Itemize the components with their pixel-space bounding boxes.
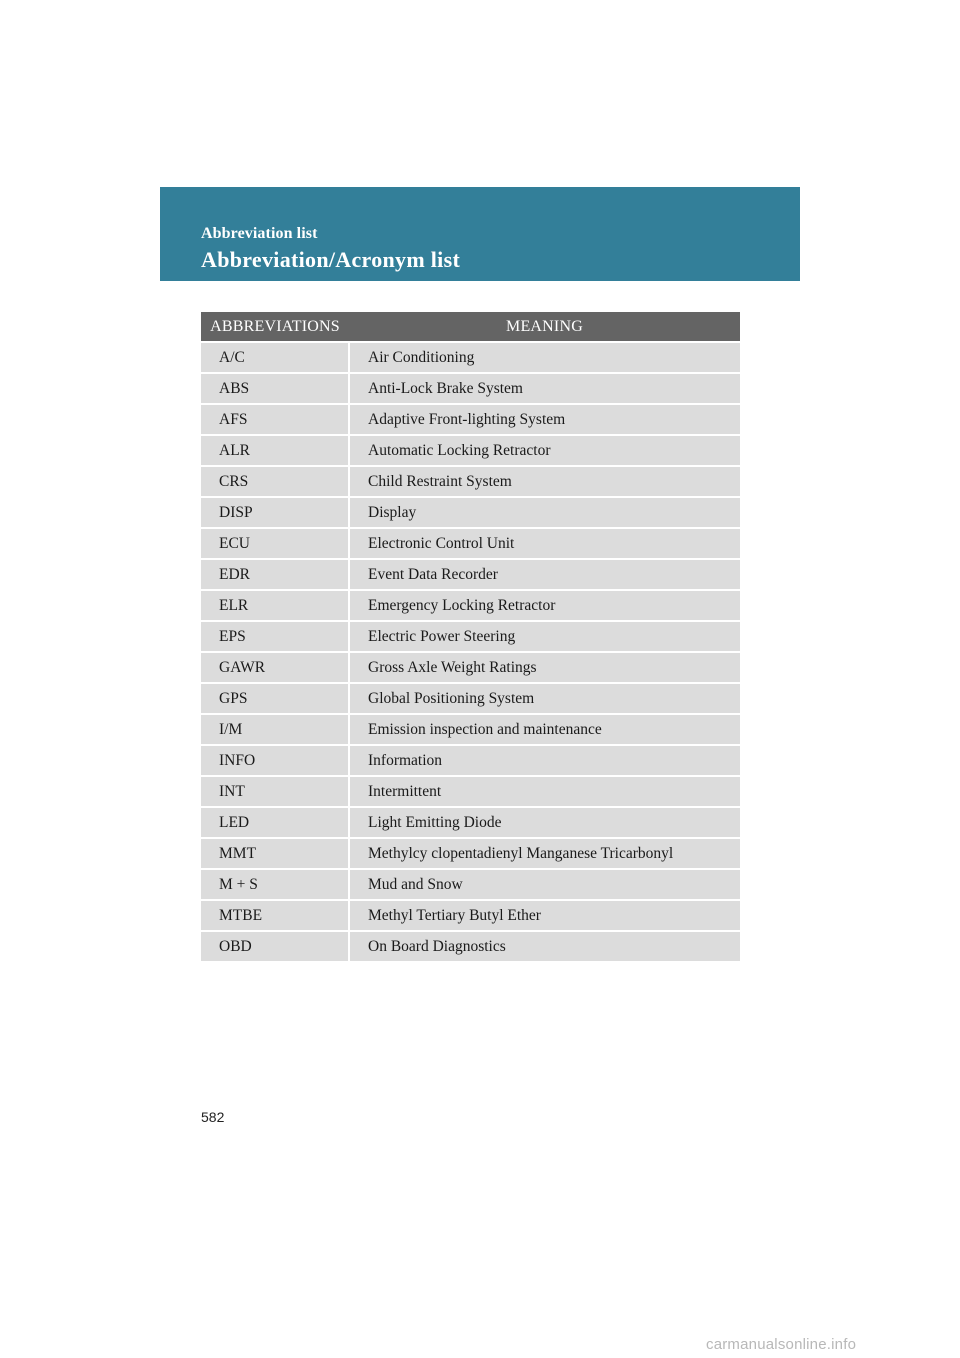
meaning-cell: Emergency Locking Retractor: [349, 590, 740, 621]
meaning-cell: Child Restraint System: [349, 466, 740, 497]
table-row: [201, 931, 740, 961]
table-row: [201, 435, 740, 466]
meaning-cell: Anti-Lock Brake System: [349, 373, 740, 404]
abbreviation-cell: CRS: [201, 466, 349, 497]
table-row: [201, 807, 740, 838]
abbreviation-cell: EPS: [201, 621, 349, 652]
meaning-cell: Light Emitting Diode: [349, 807, 740, 838]
meaning-cell: Gross Axle Weight Ratings: [349, 652, 740, 683]
table-row: [201, 776, 740, 807]
abbreviation-cell: GPS: [201, 683, 349, 714]
meaning-cell: Air Conditioning: [349, 342, 740, 373]
column-header-meaning: MEANING: [349, 312, 740, 342]
abbreviation-cell: INFO: [201, 745, 349, 776]
table-row: [201, 342, 740, 373]
table-row: [201, 404, 740, 435]
meaning-cell: Display: [349, 497, 740, 528]
meaning-cell: Electric Power Steering: [349, 621, 740, 652]
table-header-row: [201, 312, 740, 342]
abbreviation-cell: A/C: [201, 342, 349, 373]
watermark: carmanualsonline.info: [706, 1336, 857, 1353]
meaning-cell: Emission inspection and maintenance: [349, 714, 740, 745]
abbreviation-cell: DISP: [201, 497, 349, 528]
abbreviation-table: [201, 312, 740, 961]
meaning-cell: Event Data Recorder: [349, 559, 740, 590]
abbreviation-cell: MTBE: [201, 900, 349, 931]
meaning-cell: Adaptive Front-lighting System: [349, 404, 740, 435]
meaning-cell: Mud and Snow: [349, 869, 740, 900]
table-row: [201, 590, 740, 621]
table-row: [201, 838, 740, 869]
table-row: [201, 497, 740, 528]
table-row: [201, 559, 740, 590]
page-title: Abbreviation/Acronym list: [201, 247, 461, 272]
meaning-cell: Electronic Control Unit: [349, 528, 740, 559]
table-row: [201, 714, 740, 745]
section-header: [160, 187, 800, 281]
abbreviation-cell: I/M: [201, 714, 349, 745]
abbreviation-cell: ABS: [201, 373, 349, 404]
page-number: 582: [201, 1109, 225, 1125]
meaning-cell: On Board Diagnostics: [349, 931, 740, 961]
table-row: [201, 528, 740, 559]
abbreviation-cell: AFS: [201, 404, 349, 435]
abbreviation-cell: ALR: [201, 435, 349, 466]
abbreviation-cell: LED: [201, 807, 349, 838]
abbreviation-cell: INT: [201, 776, 349, 807]
table-row: [201, 652, 740, 683]
table-row: [201, 621, 740, 652]
abbreviation-cell: EDR: [201, 559, 349, 590]
meaning-cell: Methylcy clopentadienyl Manganese Tricarbonyl: [349, 838, 740, 869]
table-row: [201, 745, 740, 776]
column-header-abbreviations: ABBREVIATIONS: [201, 312, 349, 342]
abbreviation-cell: ELR: [201, 590, 349, 621]
abbreviation-cell: GAWR: [201, 652, 349, 683]
abbreviation-cell: MMT: [201, 838, 349, 869]
table-row: [201, 900, 740, 931]
meaning-cell: Intermittent: [349, 776, 740, 807]
table-row: [201, 373, 740, 404]
table-row: [201, 683, 740, 714]
section-label: Abbreviation list: [201, 225, 318, 242]
meaning-cell: Global Positioning System: [349, 683, 740, 714]
meaning-cell: Methyl Tertiary Butyl Ether: [349, 900, 740, 931]
meaning-cell: Automatic Locking Retractor: [349, 435, 740, 466]
abbreviation-cell: ECU: [201, 528, 349, 559]
table-row: [201, 466, 740, 497]
abbreviation-cell: M + S: [201, 869, 349, 900]
meaning-cell: Information: [349, 745, 740, 776]
abbreviation-cell: OBD: [201, 931, 349, 961]
table-row: [201, 869, 740, 900]
